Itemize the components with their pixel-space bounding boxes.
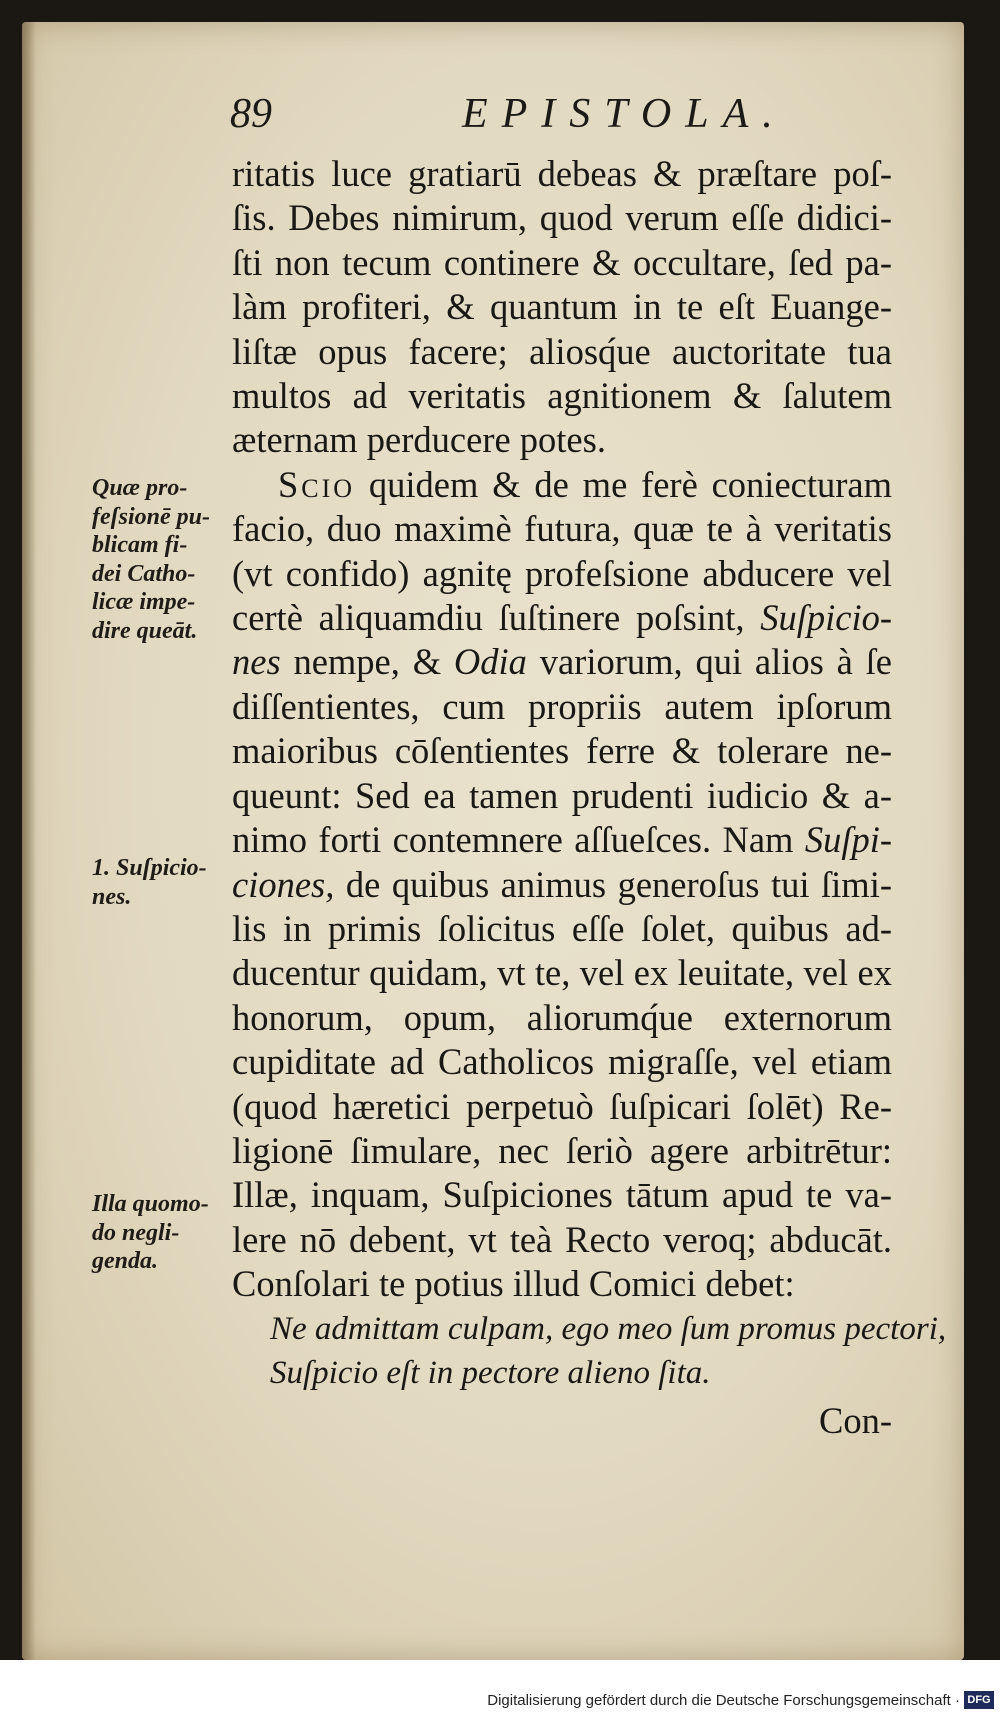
body-line: lis in primis ſolicitus eſſe ſolet, quibus ad-: [232, 907, 892, 949]
funding-credit: Digitalisierung gefördert durch die Deutsche Forschungsgemeinschaft ·: [487, 1692, 960, 1709]
verse-line: Suſpicio eſt in pectore alieno ſita.: [270, 1354, 711, 1391]
body-line: diſſentientes, cum propriis autem ipſorum: [232, 685, 892, 727]
body-line: ritatis luce gratiarū debeas & præſtare poſ-: [232, 153, 892, 194]
body-line: ſti non tecum continere & occultare, ſed pa-: [232, 241, 892, 283]
catchword: Con-: [819, 1400, 892, 1442]
italic-term: nes: [232, 641, 281, 683]
page-number: 89: [230, 91, 272, 137]
body-line: ſis. Debes nimirum, quod verum eſſe didici-: [232, 197, 892, 239]
verse-line: Ne admittam culpam, ego meo ſum promus pectori,: [270, 1310, 947, 1347]
page-edge-shadow: [22, 22, 36, 1660]
marginal-note-2: 1. Suſpicio- nes.: [92, 855, 207, 910]
italic-term: ciones,: [232, 863, 335, 905]
body-line: facio, duo maximè futura, quæ te à veritatis: [232, 508, 892, 550]
running-head: [22, 90, 964, 146]
body-line: certè aliquamdiu ſuſtinere poſsint, Suſpicio-: [232, 597, 892, 639]
body-line: multos ad veritatis agnitionem & ſalutem: [232, 375, 892, 417]
body-line: æternam perducere potes.: [232, 419, 606, 461]
body-line: queunt: Sed ea tamen prudenti iudicio & a-: [232, 774, 892, 816]
small-caps-word: Scio: [278, 463, 356, 505]
body-line: lere nō debent, vt teà Recto veroq; abducāt.: [232, 1218, 892, 1260]
paragraph-opening-line: Scio quidem & de me ferè coniecturam: [278, 463, 892, 505]
body-line: làm profiteri, & quantum in te eſt Euange-: [232, 286, 892, 328]
body-line: honorum, opum, aliorumq́ue externorum: [232, 996, 892, 1038]
book-page: [22, 22, 964, 1660]
running-title: EPISTOLA.: [462, 91, 787, 137]
marginal-note-3: Illa quomo- do negli- genda.: [92, 1191, 209, 1274]
body-line: ducentur quidam, vt te, vel ex leuitate, vel ex: [232, 952, 892, 994]
body-line: Conſolari te potius illud Comici debet:: [232, 1263, 795, 1305]
body-line: ciones, de quibus animus generoſus tui ſimi-: [232, 863, 892, 905]
body-line: (quod hæretici perpetuò ſuſpicari ſolēt) Re-: [232, 1085, 892, 1127]
digitization-footer: [0, 1660, 1000, 1715]
italic-term: Odia: [453, 641, 527, 683]
italic-term: Suſpicio-: [760, 597, 892, 639]
body-line: nes nempe, & Odia variorum, qui alios à ſe: [232, 641, 892, 683]
dfg-logo: DFG: [964, 1691, 994, 1709]
body-line: Illæ, inquam, Suſpiciones tātum apud te va-: [232, 1174, 892, 1216]
body-line: maioribus cōſentientes ferre & tolerare ne-: [232, 730, 892, 772]
body-line: liſtæ opus facere; aliosq́ue auctoritate tua: [232, 330, 892, 372]
body-line: nimo forti contemnere aſſueſces. Nam Suſpi-: [232, 819, 892, 861]
italic-term: Suſpi-: [804, 819, 892, 861]
body-line: ligionē ſimulare, nec ſeriò agere arbitrētur:: [232, 1129, 892, 1171]
body-text: [232, 152, 947, 1444]
marginal-note-1: Quæ pro- feſsionē pu- blicam fi- dei Catho- licæ impe- dire queāt.: [92, 475, 210, 644]
body-line: cupiditate ad Catholicos migraſſe, vel etiam: [232, 1041, 892, 1083]
body-line: (vt confido) agnitę profeſsione abducere vel: [232, 552, 892, 594]
